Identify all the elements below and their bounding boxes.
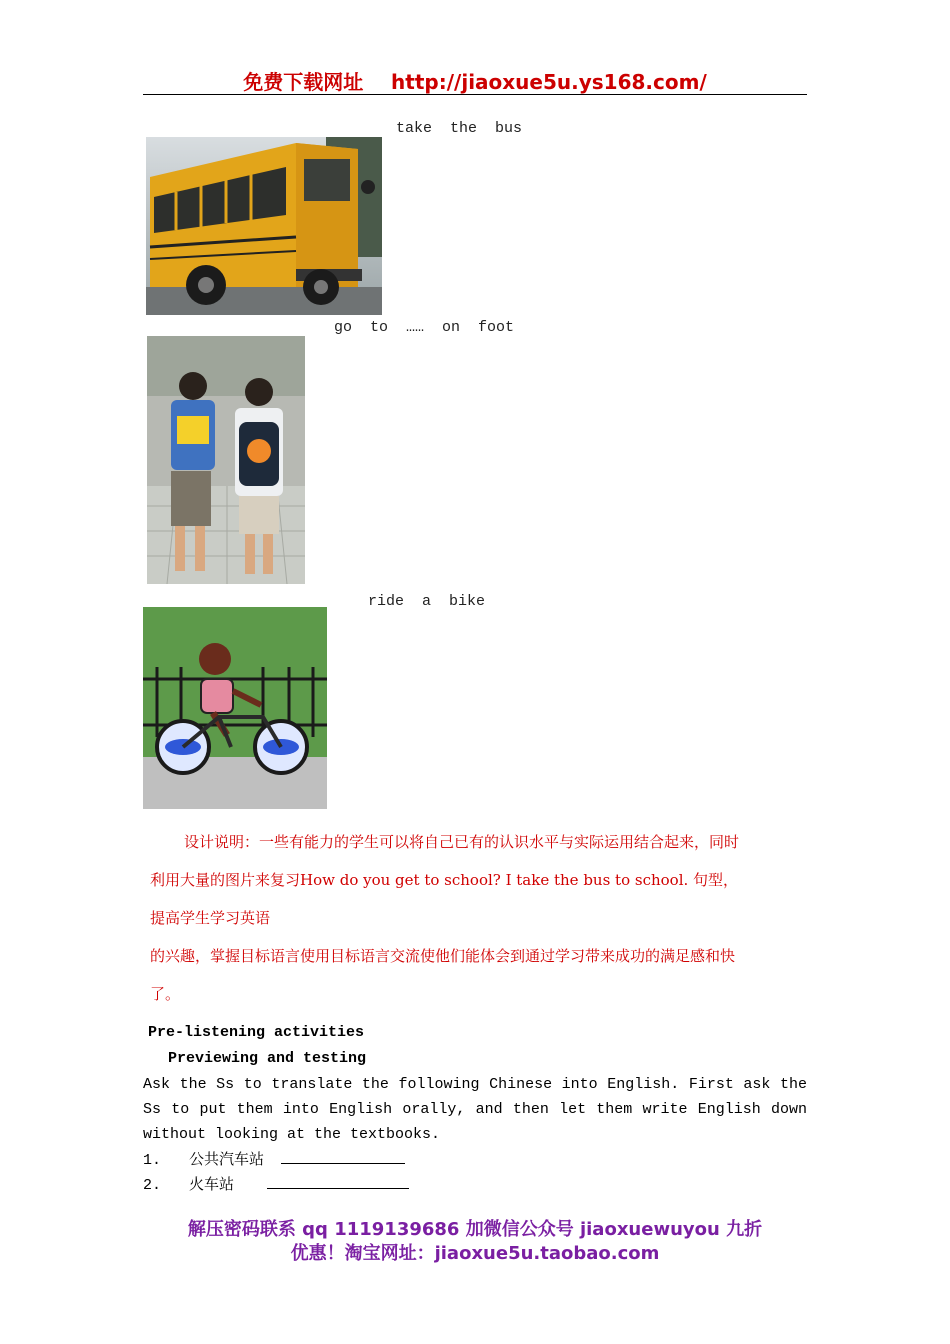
design-note-line-1: 设计说明：一些有能力的学生可以将自己已有的认识水平与实际运用结合起来，同时 bbox=[184, 833, 740, 851]
answer-blank[interactable] bbox=[281, 1147, 405, 1164]
design-note-line-3: 提高学生学习英语 bbox=[150, 909, 271, 927]
footer-line-2: 优惠！淘宝网址：jiaoxue5u.taobao.com bbox=[290, 1243, 660, 1264]
footer-line-1: 解压密码联系 qq 1119139686 加微信公众号 jiaoxuewuyou 九折 bbox=[187, 1219, 763, 1240]
item-number: 1. bbox=[143, 1152, 162, 1169]
item-text: 公共汽车站 bbox=[189, 1150, 265, 1168]
item-text: 火车站 bbox=[189, 1175, 235, 1193]
list-item bbox=[143, 1147, 405, 1173]
design-note-line-4: 的兴趣，掌握目标语言使用目标语言交流使他们能体会到通过学习带来成功的满足感和快 bbox=[150, 947, 736, 965]
walk-caption: go to …… on foot bbox=[334, 319, 515, 336]
section-heading: Pre-listening activities bbox=[148, 1024, 365, 1041]
school-bus-photo bbox=[146, 137, 382, 315]
footer bbox=[0, 1218, 950, 1266]
bike-caption: ride a bike bbox=[368, 593, 486, 610]
children-walking-photo bbox=[147, 336, 305, 584]
design-note-line-5: 了。 bbox=[150, 985, 181, 1003]
header-divider bbox=[143, 94, 807, 95]
section-subheading: Previewing and testing bbox=[168, 1050, 367, 1067]
item-number: 2. bbox=[143, 1177, 162, 1194]
instructions-paragraph: Ask the Ss to translate the following Chinese into English. First ask the Ss to put them into English orally, and then let them write English down without looking at the textbooks. bbox=[143, 1076, 807, 1143]
design-note-line-2: 利用大量的图片来复习How do you get to school? I take the bus to school. 句型， bbox=[150, 871, 739, 889]
header-title: 免费下载网址 http://jiaoxue5u.ys168.com/ bbox=[243, 70, 707, 94]
bus-caption: take the bus bbox=[396, 120, 523, 137]
bike-rider-cartoon bbox=[143, 607, 327, 809]
answer-blank[interactable] bbox=[267, 1172, 409, 1189]
list-item bbox=[143, 1172, 409, 1198]
